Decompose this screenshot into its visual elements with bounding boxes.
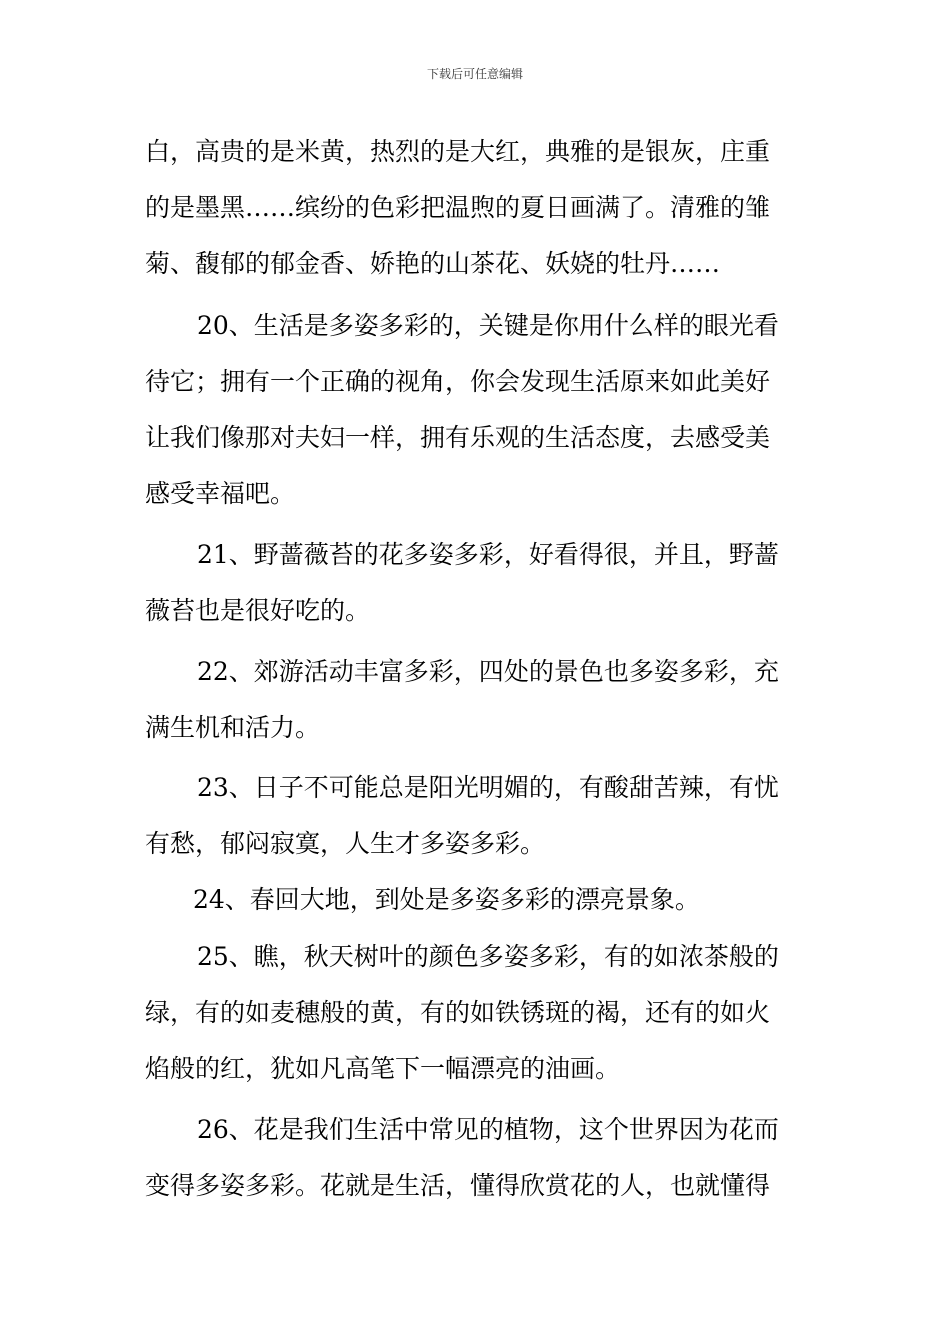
- text-line: 有愁，郁闷寂寞，人生才多姿多彩。: [145, 829, 546, 858]
- page-header: 下载后可任意编辑: [426, 67, 523, 81]
- text-line: 变得多姿多彩。花就是生活，懂得欣赏花的人，也就懂得: [145, 1171, 771, 1200]
- paragraph-21-start: 21、野蔷薇苔的花多姿多彩，好看得很，并且，野蔷: [197, 540, 779, 569]
- paragraph-26-start: 26、花是我们生活中常见的植物，这个世界因为花而: [197, 1115, 779, 1144]
- paragraph-22-start: 22、郊游活动丰富多彩，四处的景色也多姿多彩，充: [197, 657, 779, 686]
- paragraph-20-start: 20、生活是多姿多彩的，关键是你用什么样的眼光看: [197, 311, 779, 340]
- paragraph-24-start: 24、春回大地，到处是多姿多彩的漂亮景象。: [193, 885, 700, 914]
- text-line: 的是墨黑……缤纷的色彩把温煦的夏日画满了。清雅的雏: [145, 193, 771, 222]
- text-line: 让我们像那对夫妇一样，拥有乐观的生活态度，去感受美: [145, 423, 771, 452]
- text-line: 菊、馥郁的郁金香、娇艳的山茶花、妖娆的牡丹……: [145, 249, 721, 278]
- paragraph-25-start: 25、瞧，秋天树叶的颜色多姿多彩，有的如浓茶般的: [197, 942, 779, 971]
- text-line: 白，高贵的是米黄，热烈的是大红，典雅的是银灰，庄重: [145, 137, 771, 166]
- text-line: 待它；拥有一个正确的视角，你会发现生活原来如此美好: [145, 367, 771, 396]
- text-line: 绿，有的如麦穗般的黄，有的如铁锈斑的褐，还有的如火: [145, 998, 771, 1027]
- paragraph-23-start: 23、日子不可能总是阳光明媚的，有酸甜苦辣，有忧: [197, 773, 779, 802]
- text-line: 薇苔也是很好吃的。: [145, 596, 371, 625]
- text-line: 焰般的红，犹如凡高笔下一幅漂亮的油画。: [145, 1054, 621, 1083]
- text-line: 满生机和活力。: [145, 713, 321, 742]
- text-line: 感受幸福吧。: [145, 479, 296, 508]
